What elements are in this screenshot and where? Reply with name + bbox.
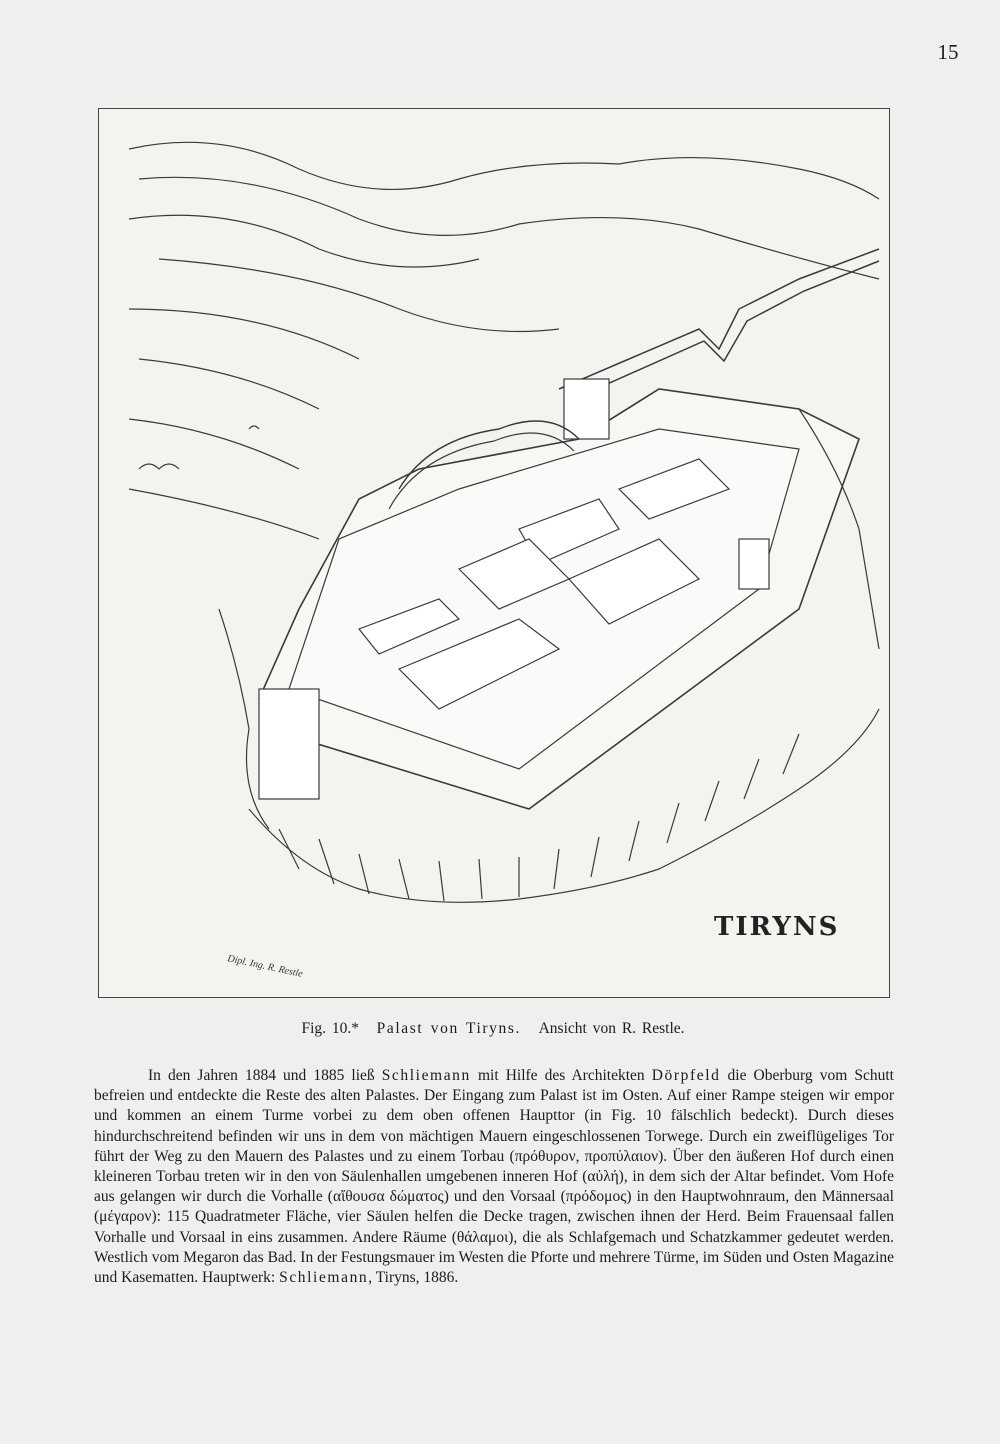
figure-title: Palast von Tiryns. — [376, 1020, 521, 1037]
body-paragraph — [94, 1066, 894, 1288]
person-name: Dörpfeld — [651, 1067, 721, 1084]
figure-label: Fig. 10.* — [301, 1020, 360, 1037]
page-number: 15 — [937, 40, 959, 64]
body-text-segment: mit Hilfe des Architekten — [470, 1067, 652, 1084]
figure-illustration — [98, 108, 890, 998]
horizon-line — [129, 142, 879, 199]
tiryns-inscription: TIRYNS — [714, 912, 840, 942]
body-text-segment: , Tiryns, 1886. — [368, 1269, 459, 1287]
person-name: Schliemann — [381, 1067, 471, 1084]
artist-signature: Dipl. Ing. R. Restle — [226, 953, 304, 980]
body-text-segment: In den Jahren 1884 und 1885 ließ — [148, 1067, 382, 1084]
tiryns-palace-drawing — [99, 109, 889, 997]
person-name: Schliemann — [279, 1269, 369, 1287]
figure-credit: Ansicht von R. Restle. — [538, 1020, 685, 1037]
body-text-segment: die Oberburg vom Schutt befreien und entdeckte die Reste des alten Palastes. Der Eingang zum Palast ist im Osten. Auf einer Rampe steigen wir empor und kommen an einem Turme vorbei zu dem oben offenen Haupttor (in Fig. 10 fälschlich bedeckt). Durch dieses hindurchschreitend befinden wir uns in dem von mächtigen Mauern eingeschlossenen Torwege. Durch ein zweiflügeliges Tor führt der Weg zu den Mauern des Palastes und zu einem Torbau (πρόθυρον, προπύλαιον). Über den äußeren Hof durch einen kleineren Torbau treten wir in den von Säulenhallen umgebenen inneren Hof (αὐλή), in dem sich der Altar befindet. Vom Hofe aus gelangen wir durch die Vorhalle (αἴθουσα δώματος) und den Vorsaal (πρόδομος) in den Hauptwohnraum, den Männersaal (μέγαρον): 115 Quadratmeter Fläche, vier Säulen helfen die Decke tragen, zwischen ihnen der Herd. Beim Frauensaal fallen Vorhalle und Vorsaal in eins zusammen. Andere Räume (θάλαμοι), die als Schlafgemach und Schatzkammer gedeutet werden. Westlich vom Megaron das Bad. In der Festungsmauer im Westen die Pforte und mehrere Türme, im Süden und Osten Magazine und Kasematten. Hauptwerk: — [94, 1067, 894, 1287]
figure-caption — [98, 1020, 888, 1038]
